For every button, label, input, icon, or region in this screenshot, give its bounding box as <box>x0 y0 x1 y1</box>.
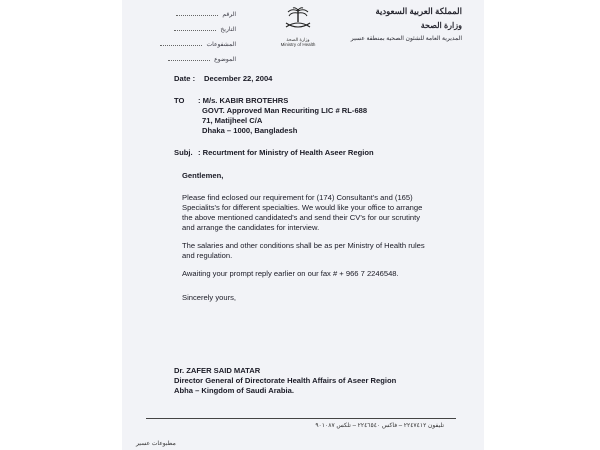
ministry-kingdom-line: المملكة العربية السعودية <box>375 6 462 16</box>
body-paragraph-1: Please find eclosed our requirement for (174) Consultant's and (165) Specialits's for different specialties. We would like your office to arrange the above mentioned candidated's and send their CV's for our scrutinty and arrange the candidates for interview. <box>182 193 423 232</box>
signatory-name: Dr. ZAFER SAID MATAR <box>174 366 261 375</box>
signatory-place: Abha – Kingdom of Saudi Arabia. <box>174 386 294 395</box>
signatory-title: Director General of Directorate Health Affairs of Aseer Region <box>174 376 397 385</box>
palm-swords-icon <box>278 6 318 32</box>
body-paragraph-3: Awaiting your prompt reply earlier on our fax # + 966 7 2246548. <box>182 269 399 278</box>
ref-date-field: التاريخ <box>146 23 236 38</box>
ref-number-field: الرقم <box>146 8 236 23</box>
ref-attachments-field: المشفوعات <box>146 38 236 53</box>
footer-print-note: مطبوعات عسير <box>136 441 176 447</box>
ministry-directorate-line: المديرية العامة للشئون الصحية بمنطقة عسير <box>350 36 462 42</box>
to-label: TO <box>174 96 185 105</box>
emblem-caption-ar: وزارة الصحة <box>286 37 310 42</box>
letter-page <box>122 0 484 450</box>
ministry-emblem <box>268 6 328 47</box>
closing: Sincerely yours, <box>182 293 237 302</box>
footer-contact: تليفون ٢٢٤٧٤١٢ – فاكس ٢٢٤٦٥٤٠ – تلكس ٩٠١٠٨٧ <box>315 423 444 429</box>
date-value: December 22, 2004 <box>204 74 273 83</box>
to-line-3: 71, Matijheel C/A <box>202 116 263 125</box>
ref-subject-field: الموضوع <box>146 53 236 68</box>
emblem-caption-en: Ministry of Health <box>280 42 316 47</box>
subject-value: : Recurtment for Ministry of Health Aseer Region <box>198 148 374 157</box>
ministry-name-line: وزارة الصحة <box>420 21 462 30</box>
salutation: Gentlemen, <box>182 171 224 180</box>
reference-fields <box>146 8 236 68</box>
footer-divider <box>146 418 456 419</box>
to-line-4: Dhaka – 1000, Bangladesh <box>202 126 298 135</box>
subject-label: Subj. <box>174 148 193 157</box>
date-label: Date : <box>174 74 196 83</box>
ministry-header <box>351 6 462 42</box>
to-line-1: : M/s. KABIR BROTEHRS <box>198 96 289 105</box>
to-line-2: GOVT. Approved Man Recuriting LIC # RL-688 <box>202 106 368 115</box>
body-paragraph-2: The salaries and other conditions shall be as per Ministry of Health rules and regulation. <box>182 241 425 260</box>
